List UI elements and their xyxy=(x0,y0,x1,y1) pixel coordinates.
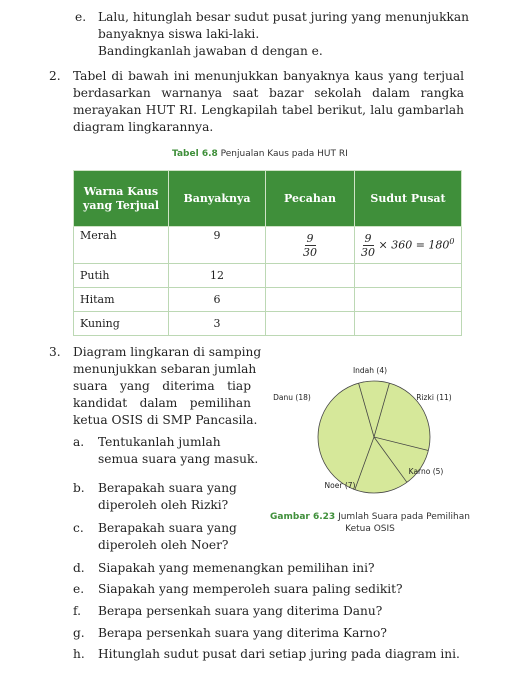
cell-color: Kuning xyxy=(74,312,169,336)
fraction: $\frac{9}{30}$ xyxy=(303,231,317,259)
item-text: Bandingkanlah jawaban d dengan e. xyxy=(98,44,323,58)
table-row xyxy=(74,227,462,264)
table-row xyxy=(74,312,462,336)
cell-fraction xyxy=(266,227,355,264)
intro-line: kandidat dalam pemilihan xyxy=(73,396,251,410)
header-angle: Sudut Pusat xyxy=(355,171,462,227)
cell-angle: $\frac{9}{30}$ × $360 = 180^0$ xyxy=(355,227,462,264)
cell-count: 12 xyxy=(169,264,266,288)
table-row xyxy=(74,288,462,312)
cell-fraction xyxy=(266,288,355,312)
fraction: $\frac{9}{30}$ xyxy=(361,231,375,259)
header-count: Banyaknya xyxy=(169,171,266,227)
cell-fraction xyxy=(266,312,355,336)
intro-line: Diagram lingkaran di samping xyxy=(73,345,262,359)
figure-caption: Gambar 6.23 Jumlah Suara pada Pemilihan Ketua OSIS xyxy=(270,512,470,534)
item-marker: d. xyxy=(73,561,85,575)
cell-fraction xyxy=(266,264,355,288)
question-number: 3. xyxy=(49,345,61,359)
pie-slice-label: Rizki (11) xyxy=(416,393,452,402)
intro-line: ketua OSIS di SMP Pancasila. xyxy=(73,413,258,427)
item-text: Siapakah yang memperoleh suara paling sedikit? xyxy=(98,582,403,596)
question-intro xyxy=(73,344,261,429)
item-text: Berapakah suara yang diperoleh oleh Rizki? xyxy=(98,481,237,512)
pie-slice-label: Karno (5) xyxy=(408,467,444,476)
sales-table xyxy=(73,170,462,336)
cell-count: 9 xyxy=(169,227,266,264)
item-text: banyaknya siswa laki-laki. xyxy=(98,27,260,41)
intro-line: menunjukkan sebaran jumlah xyxy=(73,362,257,376)
item-text: Lalu, hitunglah besar sudut pusat juring yang menunjukkan xyxy=(98,10,469,24)
pie-slice-label: Indah (4) xyxy=(352,366,388,375)
item-marker: e. xyxy=(75,10,87,24)
item-text: Berapa persenkah suara yang diterima Danu? xyxy=(98,604,383,618)
vote-pie-chart xyxy=(270,360,470,500)
item-text: Siapakah yang memenangkan pemilihan ini? xyxy=(98,561,375,575)
cell-angle xyxy=(355,312,462,336)
cell-color: Hitam xyxy=(74,288,169,312)
item-marker: b. xyxy=(73,481,85,495)
header-color: Warna Kaus yang Terjual xyxy=(74,171,169,227)
header-fraction: Pecahan xyxy=(266,171,355,227)
pie-slice-label: Noer (7) xyxy=(324,481,356,490)
cell-angle xyxy=(355,264,462,288)
cell-count: 6 xyxy=(169,288,266,312)
item-text: Tentukanlah jumlah semua suara yang masuk. xyxy=(98,435,259,466)
intro-line: suara yang diterima tiap xyxy=(73,379,251,393)
item-marker: h. xyxy=(73,647,85,661)
caption-label: Gambar 6.23 xyxy=(270,512,336,522)
item-text: Hitunglah sudut pusat dari setiap juring pada diagram ini. xyxy=(98,647,460,661)
table-row xyxy=(74,264,462,288)
cell-count: 3 xyxy=(169,312,266,336)
question-text: Tabel di bawah ini menunjukkan banyaknya kaus yang terjual berdasarkan warnanya saat bazar sekolah dalam rangka merayakan HUT RI. Lengkapilah tabel berikut, lalu gambarlah diagram lingkarannya. xyxy=(73,69,464,134)
question-number: 2. xyxy=(49,69,61,83)
cell-color: Putih xyxy=(74,264,169,288)
item-marker: g. xyxy=(73,626,85,640)
cell-color: Merah xyxy=(74,227,169,264)
item-marker: e. xyxy=(73,582,85,596)
cell-angle xyxy=(355,288,462,312)
item-text: Berapa persenkah suara yang diterima Karno? xyxy=(98,626,387,640)
item-marker: f. xyxy=(73,604,81,618)
table-header-row xyxy=(74,171,462,227)
pie-slice-label: Danu (18) xyxy=(273,393,311,402)
caption-label: Tabel 6.8 xyxy=(172,149,218,159)
item-marker: a. xyxy=(73,435,85,449)
item-marker: c. xyxy=(73,521,84,535)
table-caption xyxy=(172,149,348,159)
caption-text: Penjualan Kaus pada HUT RI xyxy=(220,149,348,159)
item-text: Berapakah suara yang diperoleh oleh Noer? xyxy=(98,521,237,552)
